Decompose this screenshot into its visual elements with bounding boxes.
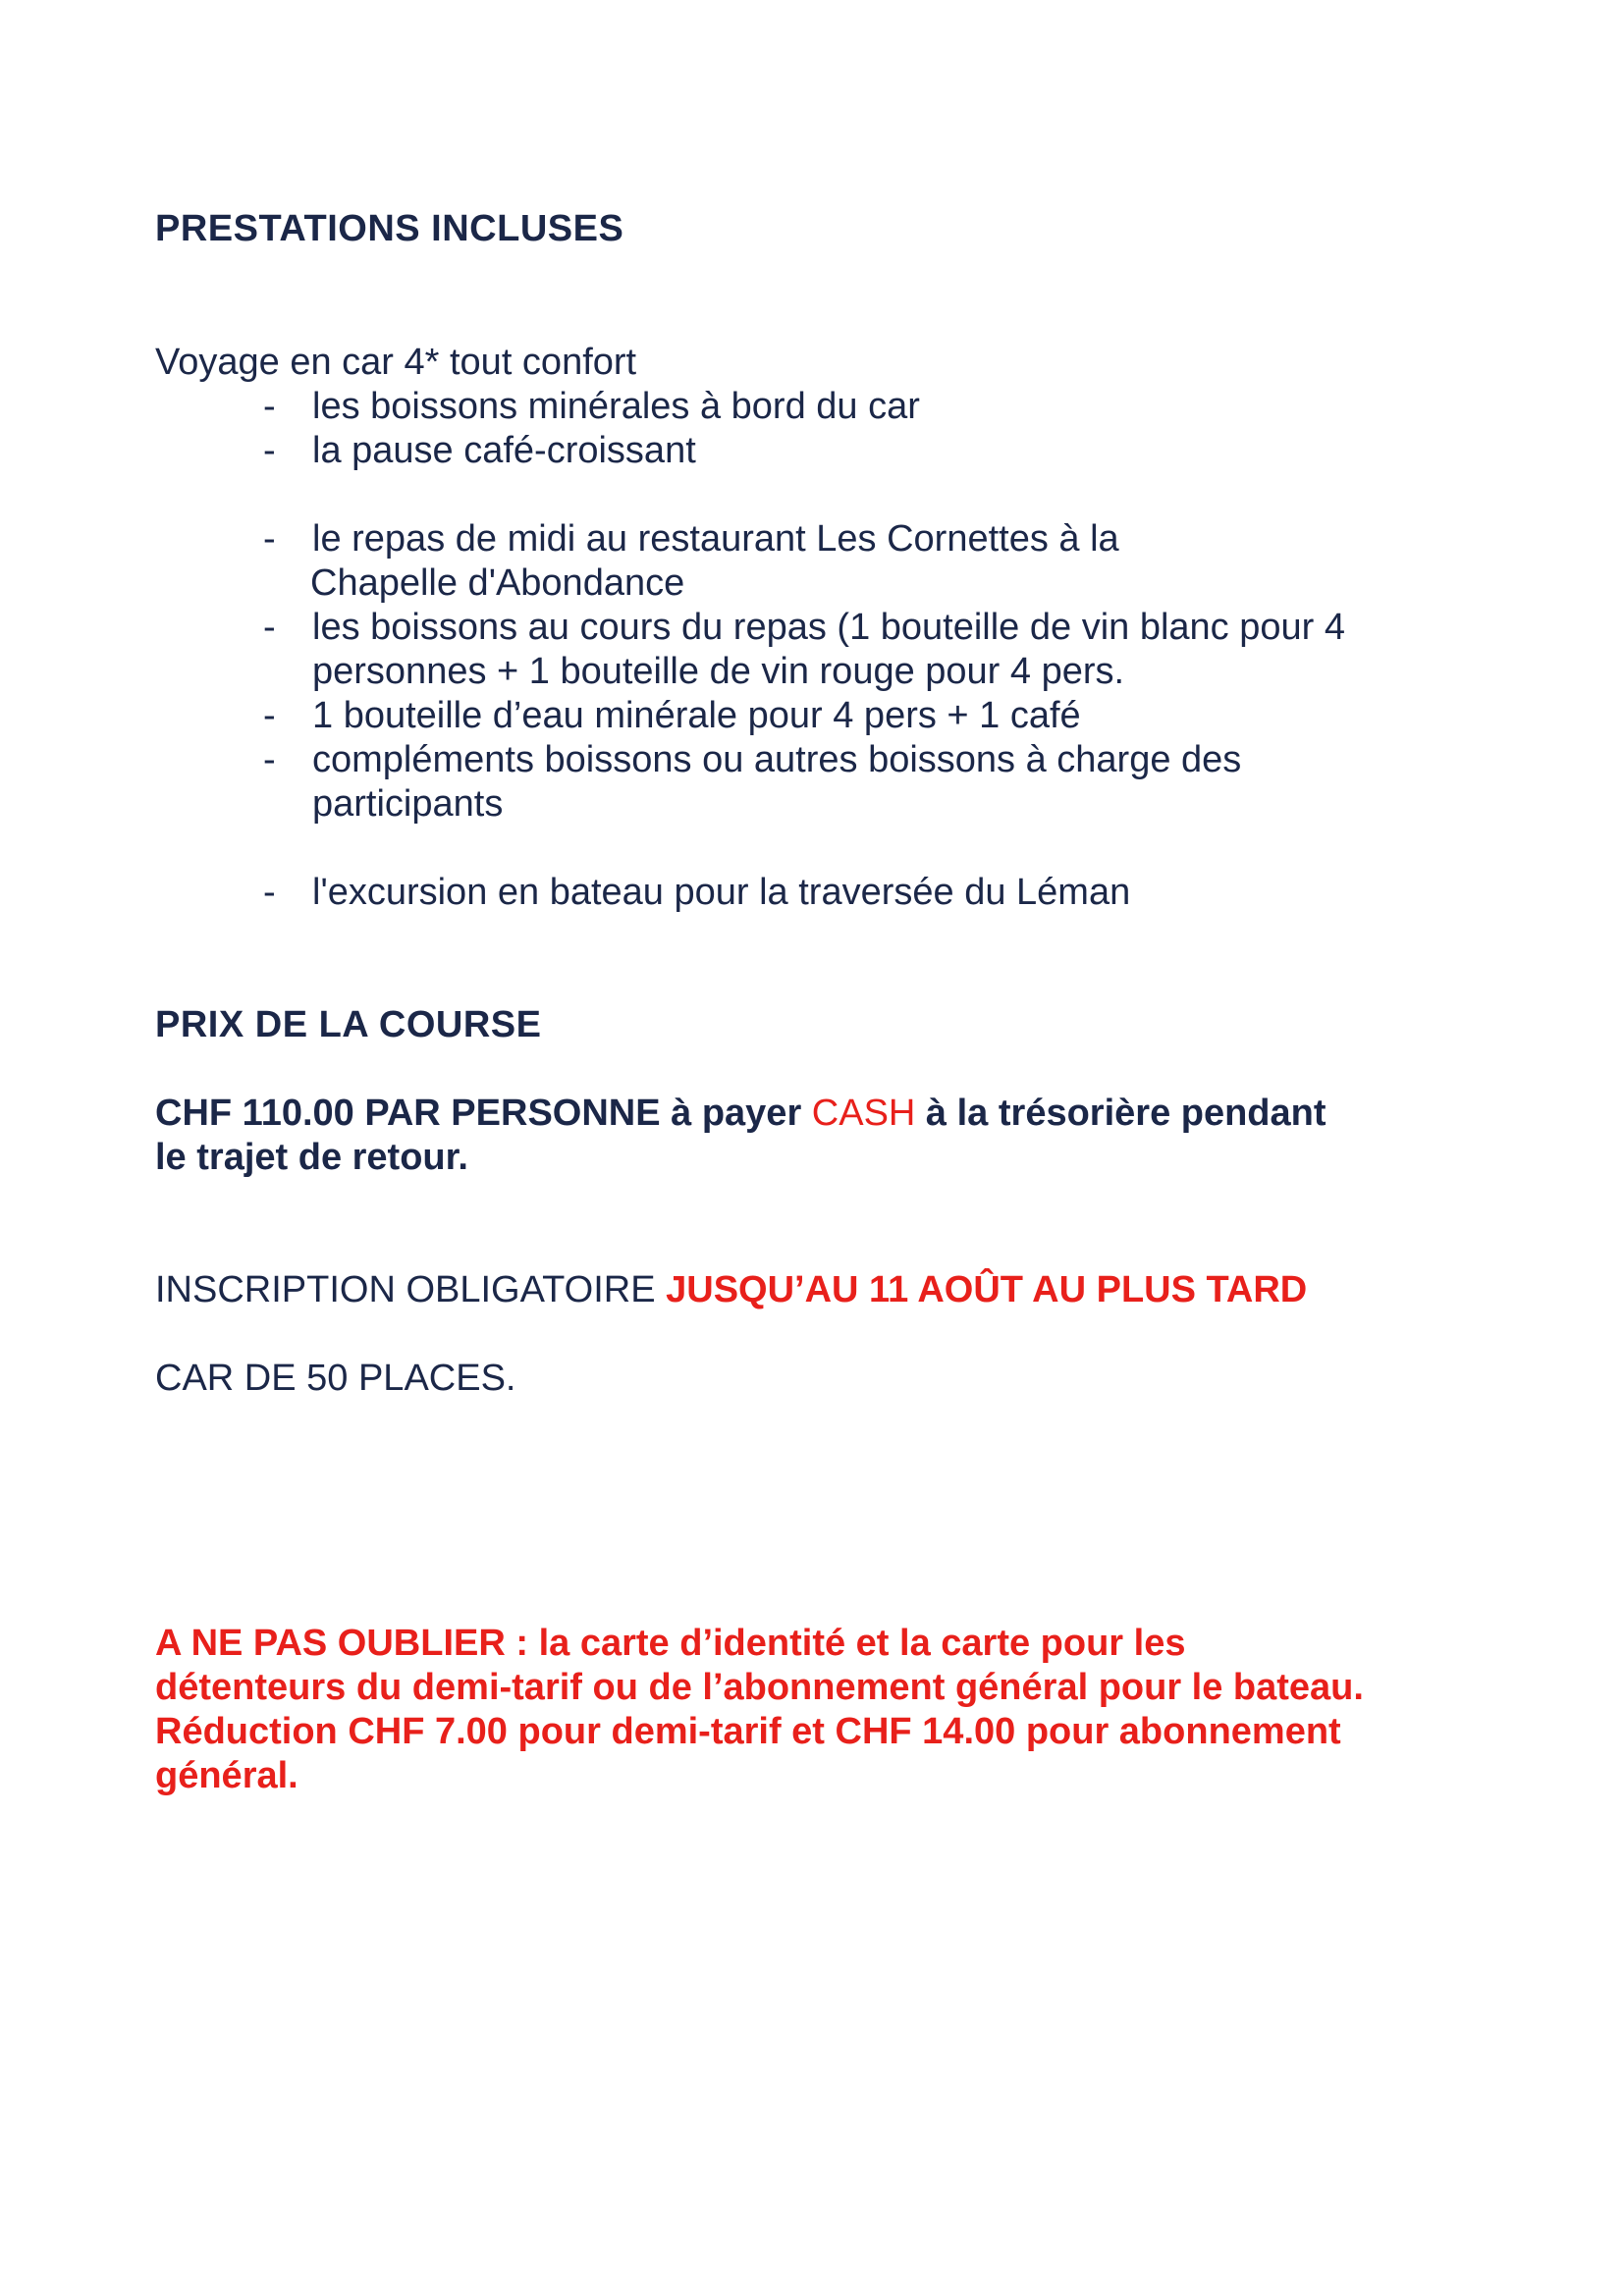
- cash-highlight: CASH: [811, 1093, 916, 1134]
- list-item-continuation: Chapelle d'Abondance: [310, 562, 685, 604]
- reminder-line: A NE PAS OUBLIER : la carte d’identité et la carte pour les: [155, 1623, 1186, 1664]
- list-item-continuation: personnes + 1 bouteille de vin rouge pour 4 pers.: [312, 651, 1125, 692]
- inscription-label: INSCRIPTION OBLIGATOIRE: [155, 1269, 667, 1310]
- bullet-dash: -: [263, 607, 276, 648]
- inscription-line: [155, 1269, 1307, 1311]
- bullet-dash: -: [263, 518, 276, 560]
- intro-line: Voyage en car 4* tout confort: [155, 342, 637, 383]
- list-item: compléments boissons ou autres boissons à charge des: [312, 739, 1242, 780]
- bullet-dash: -: [263, 430, 276, 471]
- car-places: CAR DE 50 PLACES.: [155, 1358, 516, 1399]
- inscription-deadline: JUSQU’AU 11 AOÛT AU PLUS TARD: [666, 1269, 1308, 1310]
- bullet-dash: -: [263, 386, 276, 427]
- price-text: CHF 110.00 PAR PERSONNE à payer: [155, 1093, 812, 1134]
- list-item: l'excursion en bateau pour la traversée du Léman: [312, 872, 1131, 913]
- bullet-dash: -: [263, 695, 276, 736]
- price-text-continued: à la trésorière pendant: [915, 1093, 1326, 1134]
- price-line: [155, 1093, 1326, 1135]
- list-item: les boissons minérales à bord du car: [312, 386, 920, 427]
- reminder-line: général.: [155, 1755, 298, 1796]
- reminder-line: détenteurs du demi-tarif ou de l’abonnement général pour le bateau.: [155, 1667, 1364, 1708]
- list-item: les boissons au cours du repas (1 bouteille de vin blanc pour 4: [312, 607, 1345, 648]
- bullet-dash: -: [263, 739, 276, 780]
- price-line-2: le trajet de retour.: [155, 1137, 468, 1178]
- section-title-prestations: PRESTATIONS INCLUSES: [155, 208, 624, 249]
- section-title-prix: PRIX DE LA COURSE: [155, 1004, 542, 1045]
- bullet-dash: -: [263, 872, 276, 913]
- list-item-continuation: participants: [312, 783, 504, 825]
- list-item: la pause café-croissant: [312, 430, 696, 471]
- list-item: le repas de midi au restaurant Les Cornettes à la: [312, 518, 1119, 560]
- reminder-line: Réduction CHF 7.00 pour demi-tarif et CHF 14.00 pour abonnement: [155, 1711, 1341, 1752]
- list-item: 1 bouteille d’eau minérale pour 4 pers + 1 café: [312, 695, 1081, 736]
